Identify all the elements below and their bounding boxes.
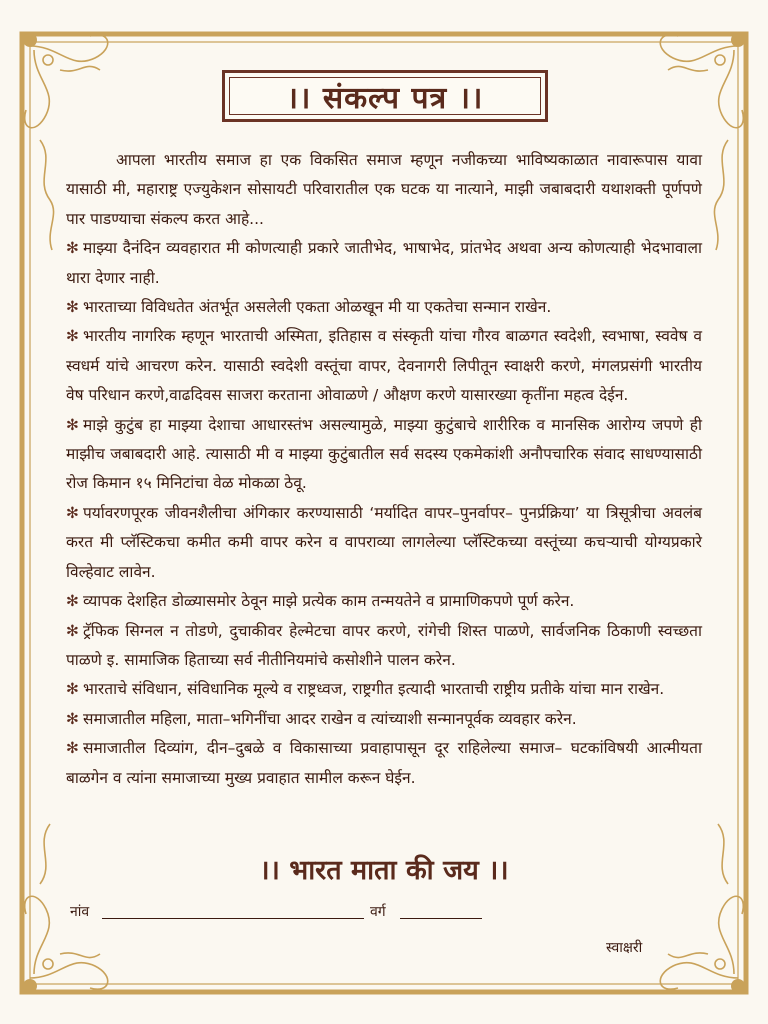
page-title: ।। संकल्प पत्र ।। [286, 80, 484, 116]
pledge-item: ✻ ट्रॅफिक सिग्नल न तोडणे, दुचाकीवर हेल्मेटचा वापर करणे, रांगेची शिस्त पाळणे, सार्वजनिक ठिकाणी स्वच्छता पाळणे इ. सामाजिक हिताच्या सर्व नीतीनियमांचे कसोशीने पालन करेन. [66, 621, 702, 669]
pledge-item: ✻ व्यापक देशहित डोळ्यासमोर ठेवून माझे प्रत्येक काम तन्मयतेने व प्रामाणिकपणे पूर्ण करेन. [66, 592, 575, 611]
flower-bullet-icon: ✻ [66, 239, 79, 258]
pledge-item: ✻ भारताच्या विविधतेत अंतर्भूत असलेली एकता ओळखून मी या एकतेचा सन्मान राखेन. [66, 298, 552, 317]
pledge-item: ✻ भारताचे संविधान, संविधानिक मूल्ये व राष्ट्रध्वज, राष्ट्रगीत इत्यादी भारताची राष्ट्रीय प्रतीके यांचा मान राखेन. [66, 680, 665, 699]
title-frame [222, 70, 548, 122]
flower-bullet-icon: ✻ [66, 327, 79, 346]
flower-bullet-icon: ✻ [66, 621, 79, 640]
flower-bullet-icon: ✻ [66, 739, 79, 758]
pledge-body [66, 146, 702, 793]
flower-bullet-icon: ✻ [66, 503, 79, 522]
pledge-item: ✻ पर्यावरणपूरक जीवनशैलीचा अंगिकार करण्यासाठी ‘मर्यादित वापर–पुनर्वापर– पुनर्प्रक्रिया’ या त्रिसूत्रीचा अवलंब करत मी प्लॅस्टिकचा कमीत कमी वापर करेन व वापराव्या लागलेल्या प्लॅस्टिकच्या वस्तूंच्या कचऱ्याची योग्यप्रकारे विल्हेवाट लावेन. [66, 503, 702, 581]
slogan: ।। भारत माता की जय ।। [259, 855, 509, 886]
pledge-item: ✻ समाजातील दिव्यांग, दीन–दुबळे व विकासाच्या प्रवाहापासून दूर राहिलेल्या समाज– घटकांविषयी आत्मीयता बाळगेन व त्यांना समाजाच्या मुख्य प्रवाहात सामील करून घेईन. [66, 739, 702, 787]
pledge-item: ✻ भारतीय नागरिक म्हणून भारताची अस्मिता, इतिहास व संस्कृती यांचा गौरव बाळगत स्वदेशी, स्वभाषा, स्ववेष व स्वधर्म यांचे आचरण करेन. यासाठी स्वदेशी वस्तूंचा वापर, देवनागरी लिपीतून स्वाक्षरी करणे, मंगलप्रसंगी भारतीय वेष परिधान करणे,वाढदिवस साजरा करताना ओवाळणे / औक्षण करणे यासारख्या कृतींना महत्व देईन. [66, 327, 702, 405]
class-field[interactable] [400, 918, 482, 919]
flower-bullet-icon: ✻ [66, 709, 79, 728]
pledge-item: ✻ समाजातील महिला, माता–भगिनींचा आदर राखेन व त्यांच्याशी सन्मानपूर्वक व्यवहार करेन. [66, 709, 577, 728]
name-field[interactable] [102, 918, 364, 919]
pledge-item: ✻ माझ्या दैनंदिन व्यवहारात मी कोणत्याही प्रकारे जातीभेद, भाषाभेद, प्रांतभेद अथवा अन्य कोणत्याही भेदभावाला थारा देणार नाही. [66, 239, 702, 287]
flower-bullet-icon: ✻ [66, 415, 79, 434]
signature-label: स्वाक्षरी [606, 940, 643, 956]
name-label: नांव [70, 904, 90, 920]
intro-paragraph: आपला भारतीय समाज हा एक विकसित समाज म्हणून नजीकच्या भाविष्यकाळात नावारूपास यावा यासाठी मी, महाराष्ट्र एज्युकेशन सोसायटी परिवारातील एक घटक या नात्याने, माझी जबाबदारी यथाशक्ती पूर्णपणे पार पाडण्याचा संकल्प करत आहे... [66, 151, 702, 228]
class-label: वर्ग [370, 904, 386, 920]
pledge-item: ✻ माझे कुटुंब हा माझ्या देशाचा आधारस्तंभ असल्यामुळे, माझ्या कुटुंबाचे शारीरिक व मानसिक आरोग्य जपणे ही माझीच जबाबदारी आहे. त्यासाठी मी व माझ्या कुटुंबातील सर्व सदस्य एकमेकांशी अनौपचारिक संवाद साधण्यासाठी रोज किमान १५ मिनिटांचा वेळ मोकळा ठेवू. [66, 415, 702, 493]
flower-bullet-icon: ✻ [66, 298, 79, 317]
name-class-row [70, 900, 590, 928]
flower-bullet-icon: ✻ [66, 680, 79, 699]
flower-bullet-icon: ✻ [66, 592, 79, 611]
